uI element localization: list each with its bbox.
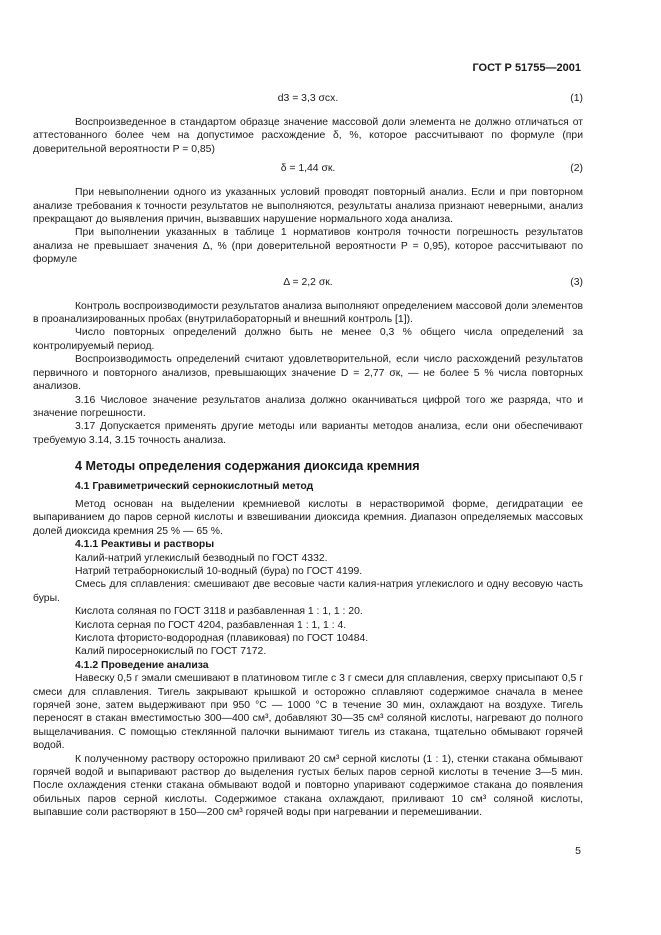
standard-number: ГОСТ Р 51755—2001 (472, 62, 581, 74)
clause-3-17: 3.17 Допускается применять другие методы или варианты методов анализа, если они обеспечивают требуемую 3.14, 3.15 точность анализа. (33, 421, 583, 446)
reagent-item: Натрий тетраборнокислый 10-водный (бура) по ГОСТ 4199. (75, 565, 363, 577)
reagent-item: Кислота фтористо-водородная (плавиковая) по ГОСТ 10484. (75, 633, 369, 644)
paragraph: Воспроизведенное в стандартом образце значение массовой доли элемента не должно отличаться от аттестованного более чем на допустимое расхождение δ, %, которое рассчитывают по формуле (при доверительной вероятности P = 0,85) (33, 117, 583, 155)
page-content (33, 92, 583, 820)
formula-1-text: d3 = 3,3 σcx. (277, 93, 339, 104)
section-heading: 4 Методы определения содержания диоксида кремния (75, 459, 420, 474)
paragraph: Воспроизводимость определений считают удовлетворительной, если число расхождений результатов первичного и повторного анализов, превышающих значение D = 2,77 σк, — не более 5 % числа повторных анализов. (33, 354, 583, 393)
reagent-item: Кислота соляная по ГОСТ 3118 и разбавленная 1 : 1, 1 : 20. (75, 606, 363, 618)
paragraph: Метод основан на выделении кремниевой кислоты в нерастворимой форме, дегидратации ее выпариванием до паров серной кислоты и взвешивании диоксида кремния. Диапазон определяемых массовых долей диоксида кремния 25 % — 65 %. (33, 498, 583, 537)
reagent-item: Смесь для сплавления: смешивают две весовые части калия-натрия углекислого и одну весовую часть буры. (33, 579, 583, 604)
paragraph: При выполнении указанных в таблице 1 нормативов контроля точности погрешность результатов анализа не превышает значения Δ, % (при доверительной вероятности P = 0,95), которое рассчитывают по формуле (33, 227, 583, 266)
formula-1 (33, 92, 583, 105)
formula-3-text: Δ = 2,2 σк. (283, 276, 333, 288)
paragraph: К полученному раствору осторожно приливают 20 см³ серной кислоты (1 : 1), стенки стакана обмывают горячей водой и выпаривают раствор до выделения густых белых паров серной кислоты в течение 3—5 мин. После охлаждения стенки стакана обмывают водой и повторно упаривают содержимое стакана до появления обильных паров серной кислоты. Содержимое стакана охлаждают, приливают 10 см³ соляной кислоты, выпавшие соли растворяют в 150—200 см³ горячей воды при нагревании и перемешивании. (33, 753, 583, 819)
paragraph: Число повторных определений должно быть не менее 0,3 % общего числа определений за контролируемый период. (33, 327, 583, 352)
subsection-heading: 4.1 Гравиметрический сернокислотный метод (75, 480, 314, 492)
formula-2-text: δ = 1,44 σк. (280, 163, 336, 175)
reagent-item: Калий пиросернокислый по ГОСТ 7172. (75, 646, 267, 658)
formula-3-number: (3) (570, 276, 583, 288)
formula-2-number: (2) (570, 163, 583, 175)
clause-3-16: 3.16 Числовое значение результатов анализа должно оканчиваться цифрой того же разряда, что и значение погрешности. (33, 394, 583, 419)
subsection-heading: 4.1.1 Реактивы и растворы (75, 539, 215, 551)
page-number: 5 (575, 845, 581, 857)
reagent-item: Калий-натрий углекислый безводный по ГОСТ 4332. (75, 552, 328, 564)
paragraph: Контроль воспроизводимости результатов анализа выполняют определением массовой доли элементов в проанализированных пробах (внутрилабораторный и внешний контроль [1]). (33, 300, 583, 326)
reagent-item: Кислота серная по ГОСТ 4204, разбавленная 1 : 1, 1 : 4. (75, 619, 347, 631)
paragraph: Навеску 0,5 г эмали смешивают в платиновом тигле с 3 г смеси для сплавления, сверху присыпают 0,5 г смеси для сплавления. Тигель закрывают крышкой и осторожно сплавляют содержимое сначала в менее горячей зоне, затем выдерживают при 950 °С — 1000 °С в течение 30 мин, охлаждают на воздухе. Тигель переносят в стакан вместимостью 300—400 см³, добавляют 30—35 см³ соляной кислоты, нагревают до полного выщелачивания. С помощью стеклянной палочки вынимают тигель из стакана, тщательно обмывают горячей водой. (33, 673, 583, 752)
formula-1-number: (1) (570, 93, 583, 104)
formula-3 (33, 276, 583, 289)
paragraph: При невыполнении одного из указанных условий проводят повторный анализ. Если и при повторном анализе требования к точности результатов не выполняются, результаты анализа признают неверными, анализ прекращают до выявления причин, вызвавших нарушение нормального хода анализа. (33, 187, 583, 226)
formula-2 (33, 162, 583, 175)
subsection-heading: 4.1.2 Проведение анализа (75, 659, 209, 671)
